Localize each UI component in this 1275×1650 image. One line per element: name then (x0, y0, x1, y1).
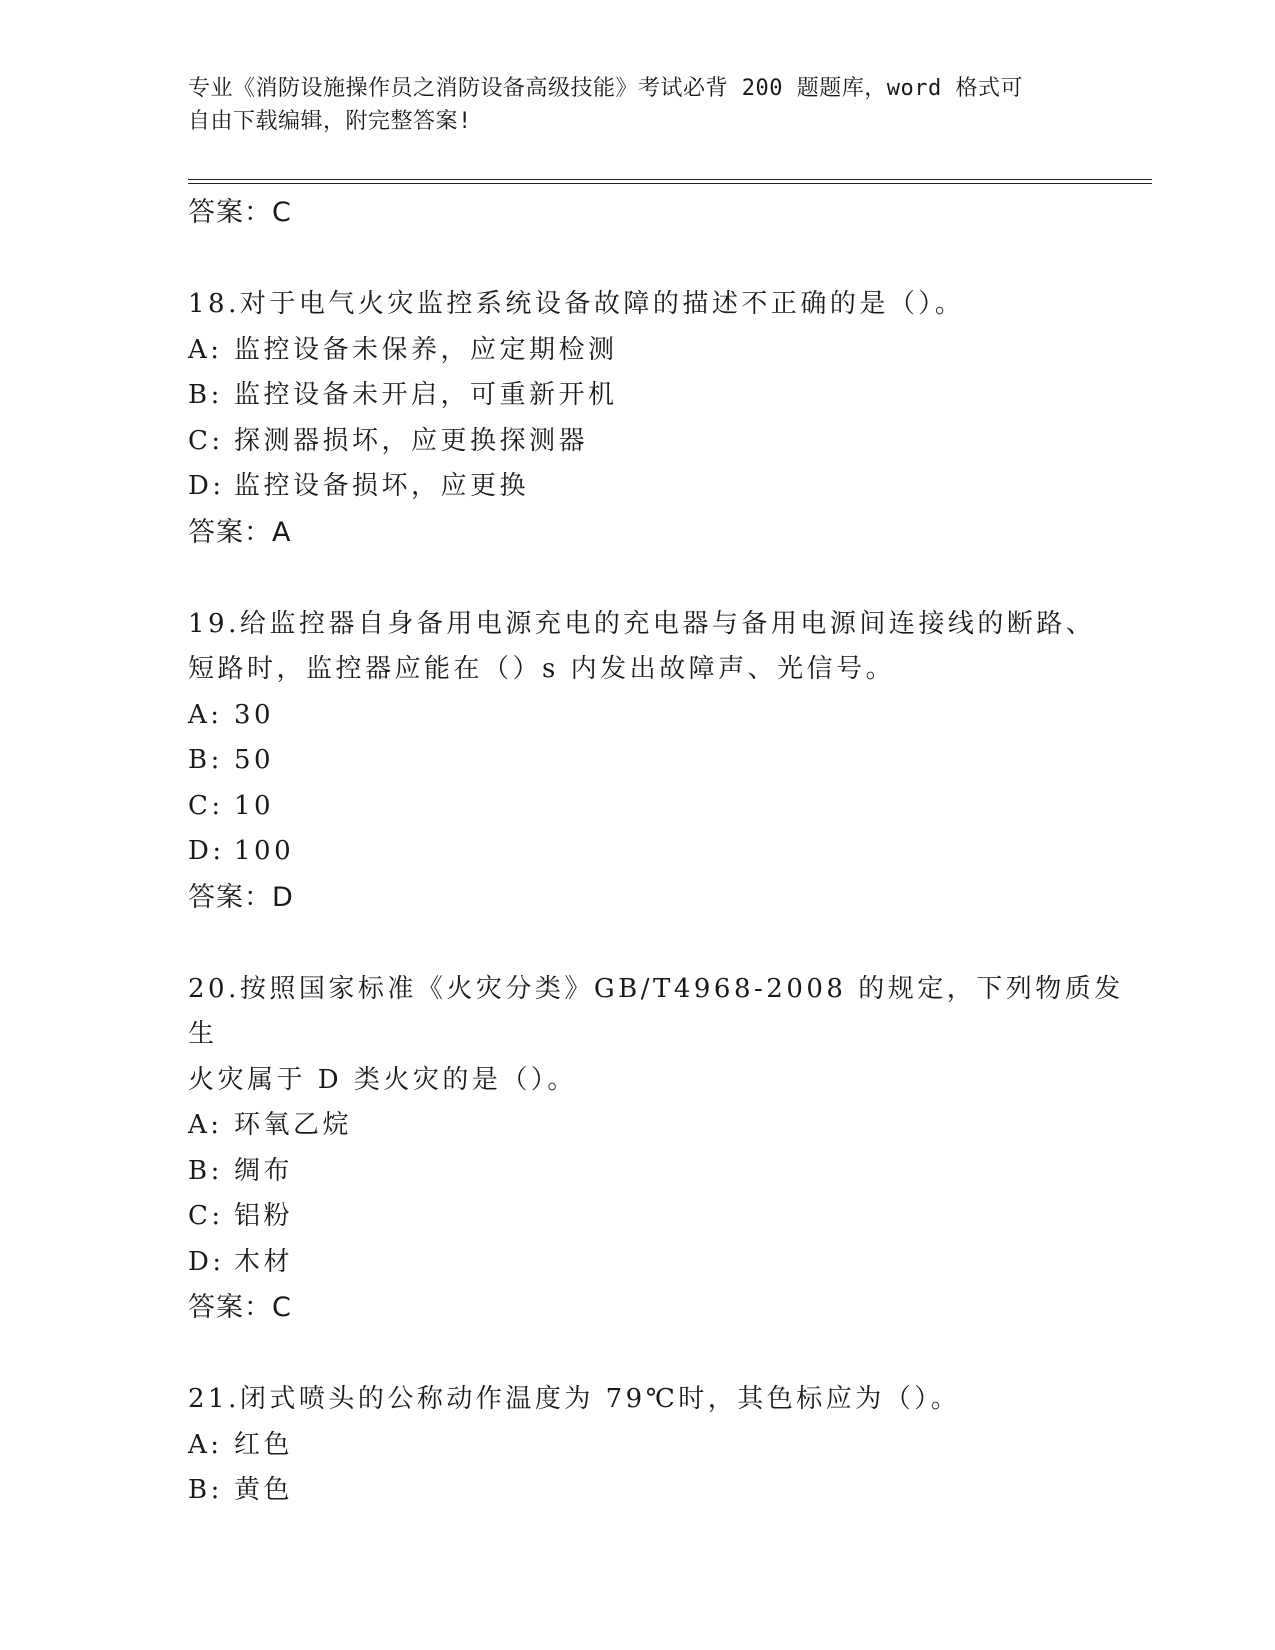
answer-line: 答案：C (188, 1292, 292, 1323)
question-stem: 21.闭式喷头的公称动作温度为 79℃时，其色标应为（）。 (188, 1384, 961, 1414)
answer-line: 答案：A (188, 516, 292, 548)
answer-line: 答案：D (188, 881, 294, 913)
option-b: B: 监控设备未开启，可重新开机 (188, 380, 618, 410)
option-d: D: 监控设备损坏，应更换 (188, 471, 530, 501)
header-divider-bottom (188, 183, 1152, 184)
option-d: D: 木材 (188, 1246, 294, 1277)
question-stem: 19.给监控器自身备用电源充电的充电器与备用电源间连接线的断路、 短路时，监控器应能在（）s 内发出故障声、光信号。 (188, 608, 1096, 684)
option-b: B: 绸布 (188, 1155, 294, 1186)
option-b: B: 黄色 (188, 1475, 294, 1505)
question-stem: 20.按照国家标准《火灾分类》GB/T4968-2008 的规定，下列物质发生 火灾属于 D 类火灾的是（）。 (188, 973, 1124, 1095)
question-20 (188, 967, 1128, 1332)
document-body (188, 190, 1128, 1514)
header-line-2: 自由下载编辑，附完整答案! (188, 109, 472, 134)
option-a: A: 红色 (188, 1429, 294, 1460)
option-d: D: 100 (188, 836, 295, 866)
question-18 (188, 282, 1128, 556)
question-19 (188, 602, 1128, 921)
option-c: C: 铝粉 (188, 1201, 294, 1231)
option-a: A: 环氧乙烷 (188, 1110, 353, 1140)
option-c: C: 探测器损坏，应更换探测器 (188, 425, 589, 456)
document-header (188, 72, 1068, 138)
option-a: A: 监控设备未保养，应定期检测 (188, 334, 618, 365)
option-c: C: 10 (188, 790, 275, 821)
question-stem: 18.对于电气火灾监控系统设备故障的描述不正确的是（）。 (188, 289, 965, 319)
answer-line: 答案：C (188, 197, 292, 228)
question-21 (188, 1377, 1128, 1514)
option-b: B: 50 (188, 745, 275, 775)
header-divider-top (188, 179, 1152, 180)
option-a: A: 30 (188, 699, 275, 730)
header-line-1: 专业《消防设施操作员之消防设备高级技能》考试必背 200 题题库，word 格式可 (188, 76, 1023, 101)
